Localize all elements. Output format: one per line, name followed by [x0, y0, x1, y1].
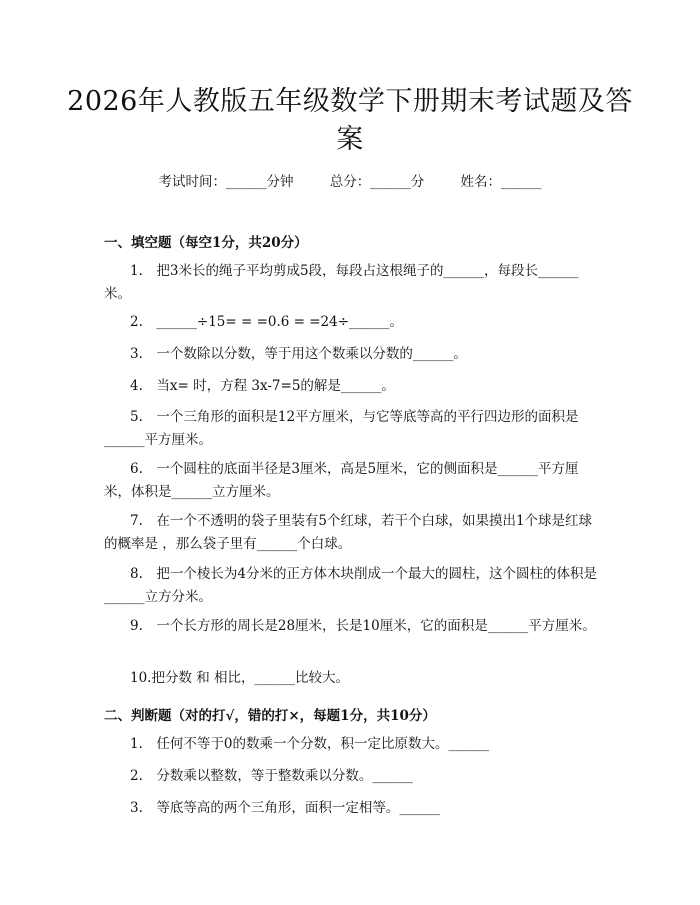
question-fill-3: 3. 一个数除以分数，等于用这个数乘以分数的______。: [130, 346, 467, 362]
total-score-field: 总分：______分: [329, 174, 425, 190]
student-name-field: 姓名：______: [460, 174, 542, 190]
question-judge-3: 3. 等底等高的两个三角形，面积一定相等。______: [130, 800, 440, 816]
question-fill-9: 9. 一个长方形的周长是28厘米，长是10厘米，它的面积是______平方厘米。: [130, 618, 596, 634]
question-fill-7: 7. 在一个不透明的袋子里装有5个红球，若干个白球，如果摸出1个球是红球的概率是 ，那么袋子里有______个白球。: [104, 513, 593, 552]
question-judge-1: 1. 任何不等于0的数乘一个分数，积一定比原数大。______: [130, 736, 489, 752]
question-fill-5: 5. 一个三角形的面积是12平方厘米，与它等底等高的平行四边形的面积是______平方厘米。: [104, 409, 579, 448]
question-fill-8: 8. 把一个棱长为4分米的正方体木块削成一个最大的圆柱，这个圆柱的体积是______立方分米。: [104, 566, 597, 605]
question-judge-2: 2. 分数乘以整数，等于整数乘以分数。______: [130, 768, 413, 784]
question-fill-2: 2. ______÷15= = =0.6 = =24÷______。: [130, 314, 404, 330]
section-true-false-heading: 二、判断题（对的打√，错的打×，每题1分，共10分）: [104, 708, 436, 724]
exam-meta: [0, 170, 700, 190]
question-fill-4: 4. 当x= 时，方程 3x-7=5的解是______。: [130, 378, 395, 394]
section-fill-blank-heading: 一、填空题（每空1分，共20分）: [104, 235, 308, 251]
question-fill-6: 6. 一个圆柱的底面半径是3厘米，高是5厘米，它的侧面积是______平方厘米，体积是______立方厘米。: [104, 461, 579, 500]
exam-time-field: 考试时间：______分钟: [158, 174, 294, 190]
question-fill-1: 1. 把3米长的绳子平均剪成5段，每段占这根绳子的______，每段长______米。: [104, 263, 579, 302]
exam-title: 2026年人教版五年级数学下册期末考试题及答案: [67, 86, 633, 155]
question-fill-10: 10.把分数 和 相比，______比较大。: [130, 670, 350, 686]
